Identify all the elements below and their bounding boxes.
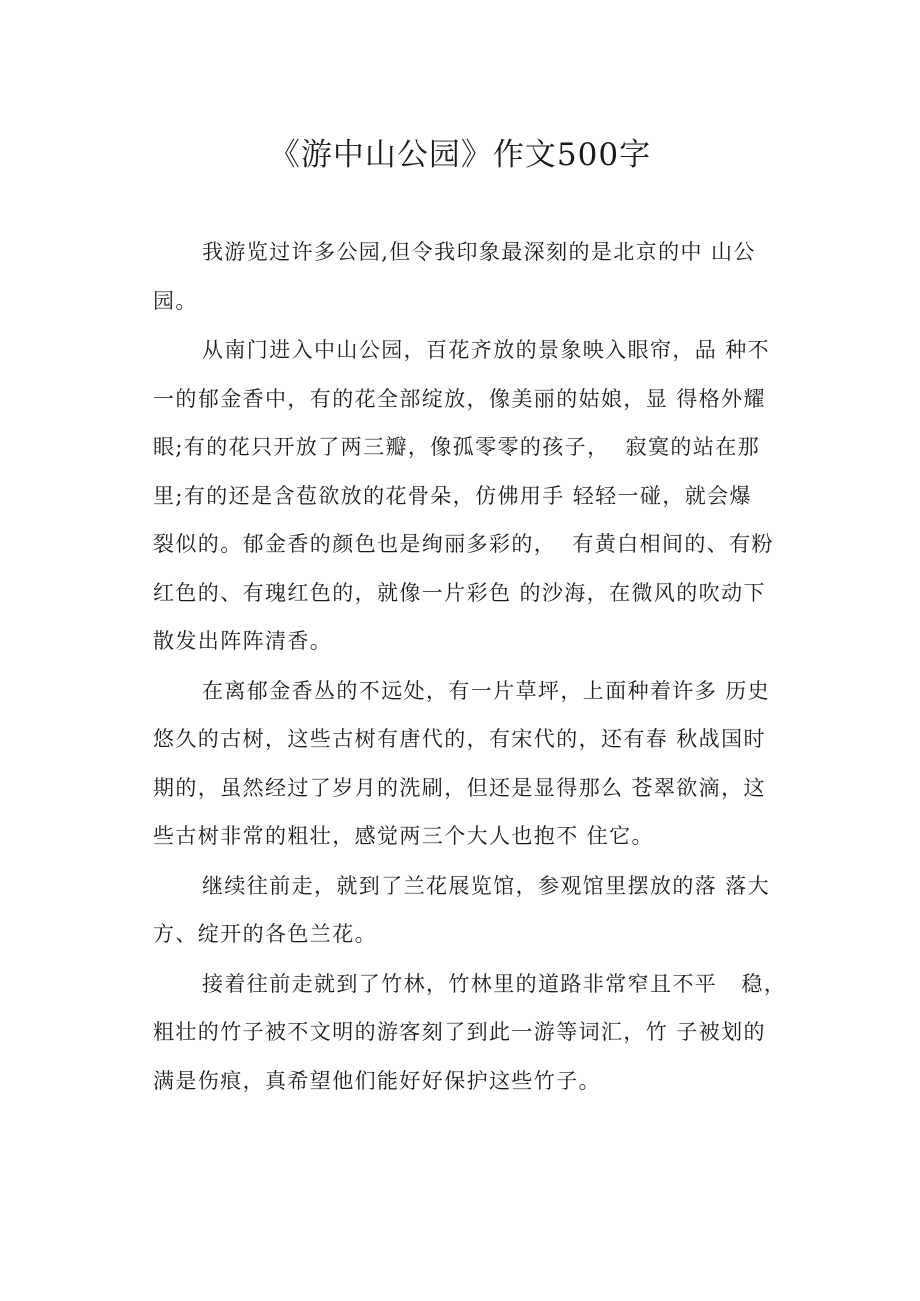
paragraph-line: 悠久的古树，这些古树有唐代的，有宋代的，还有春 秋战国时 — [153, 727, 766, 751]
paragraph-line: 在离郁金香丛的不远处，有一片草坪，上面种着许多 历史 — [202, 678, 771, 703]
paragraph-line: 我游览过许多公园,但令我印象最深刻的是北京的中 山公 — [202, 240, 756, 264]
paragraph-line: 粗壮的竹子被不文明的游客刻了到此一游等词汇，竹 子被划的 — [153, 1020, 766, 1044]
paragraph-line: 红色的、有瑰红色的，就像一片彩色 的沙海，在微风的吹动下 — [153, 580, 766, 605]
paragraph-orchids — [153, 862, 793, 959]
paragraph-line: 从南门进入中山公园，百花齐放的景象映入眼帘，品 种不 — [202, 338, 771, 362]
document-title: 《游中山公园》作文500字 — [268, 137, 652, 173]
paragraph-line: 接着往前走就到了竹林，竹林里的道路非常窄且不平 稳， — [202, 971, 787, 996]
document-body — [153, 228, 793, 1106]
paragraph-bamboo — [153, 960, 793, 1106]
paragraph-intro — [153, 228, 793, 325]
paragraph-line: 里;有的还是含苞欲放的花骨朵，仿佛用手 轻轻一碰，就会爆 — [153, 483, 752, 508]
paragraph-line: 裂似的。郁金香的颜色也是绚丽多彩的， 有黄白相间的、有粉 — [153, 532, 774, 556]
paragraph-ancient-trees — [153, 667, 793, 861]
paragraph-tulips — [153, 326, 793, 666]
paragraph-line: 一的郁金香中，有的花全部绽放，像美丽的姑娘，显 得格外耀 — [153, 386, 766, 411]
paragraph-line: 散发出阵阵清香。 — [153, 629, 333, 653]
paragraph-line: 些古树非常的粗壮，感觉两三个大人也抱不 住它。 — [153, 824, 654, 848]
paragraph-line: 继续往前走，就到了兰花展览馆，参观馆里摆放的落 落大 — [202, 873, 771, 898]
paragraph-line: 园。 — [153, 288, 198, 313]
paragraph-line: 眼;有的花只开放了两三瓣，像孤零零的孩子， 寂寞的站在那 — [153, 435, 761, 459]
paragraph-line: 满是伤痕，真希望他们能好好保护这些竹子。 — [153, 1068, 601, 1093]
paragraph-line: 方、绽开的各色兰花。 — [153, 922, 377, 946]
paragraph-line: 期的，虽然经过了岁月的洗刷，但还是显得那么 苍翠欲滴，这 — [153, 775, 766, 800]
